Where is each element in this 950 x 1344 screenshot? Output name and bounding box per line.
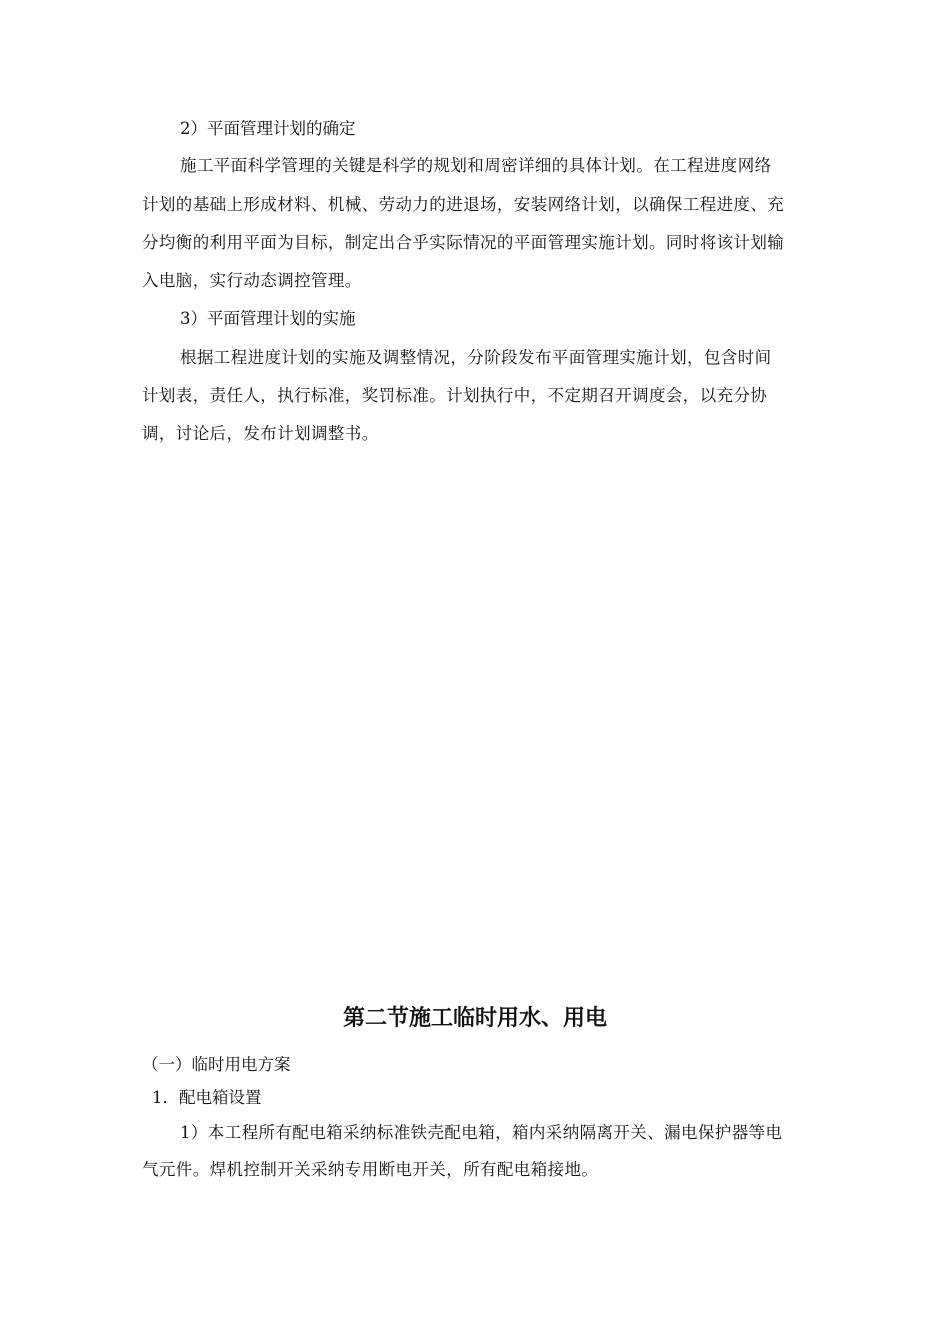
paragraph-line: 气元件。焊机控制开关采纳专用断电开关，所有配电箱接地。	[142, 1160, 599, 1179]
paragraph-line: 1）本工程所有配电箱采纳标准铁壳配电箱，箱内采纳隔离开关、漏电保护器等电	[180, 1123, 783, 1142]
subheading-distribution-box: 1．配电箱设置	[152, 1088, 262, 1107]
paragraph-line: 施工平面科学管理的关键是科学的规划和周密详细的具体计划。在工程进度网络	[180, 156, 772, 175]
subheading-temp-power-plan: （一）临时用电方案	[142, 1055, 291, 1074]
subheading-plan-implementation: 3）平面管理计划的实施	[180, 309, 356, 328]
paragraph-line: 分均衡的利用平面为目标，制定出合乎实际情况的平面管理实施计划。同时将该计划输	[142, 233, 785, 252]
paragraph-line: 计划表，责任人，执行标准，奖罚标准。计划执行中，不定期召开调度会，以充分协	[142, 386, 768, 405]
paragraph-line: 根据工程进度计划的实施及调整情况，分阶段发布平面管理实施计划，包含时间	[180, 348, 772, 367]
paragraph-line: 计划的基础上形成材料、机械、劳动力的进退场，安装网络计划，以确保工程进度、充	[142, 195, 785, 214]
subheading-plan-determination: 2）平面管理计划的确定	[180, 119, 356, 138]
paragraph-line: 调，讨论后，发布计划调整书。	[142, 424, 379, 443]
paragraph-line: 入电脑，实行动态调控管理。	[142, 271, 362, 290]
section-title: 第二节施工临时用水、用电	[342, 1005, 607, 1031]
